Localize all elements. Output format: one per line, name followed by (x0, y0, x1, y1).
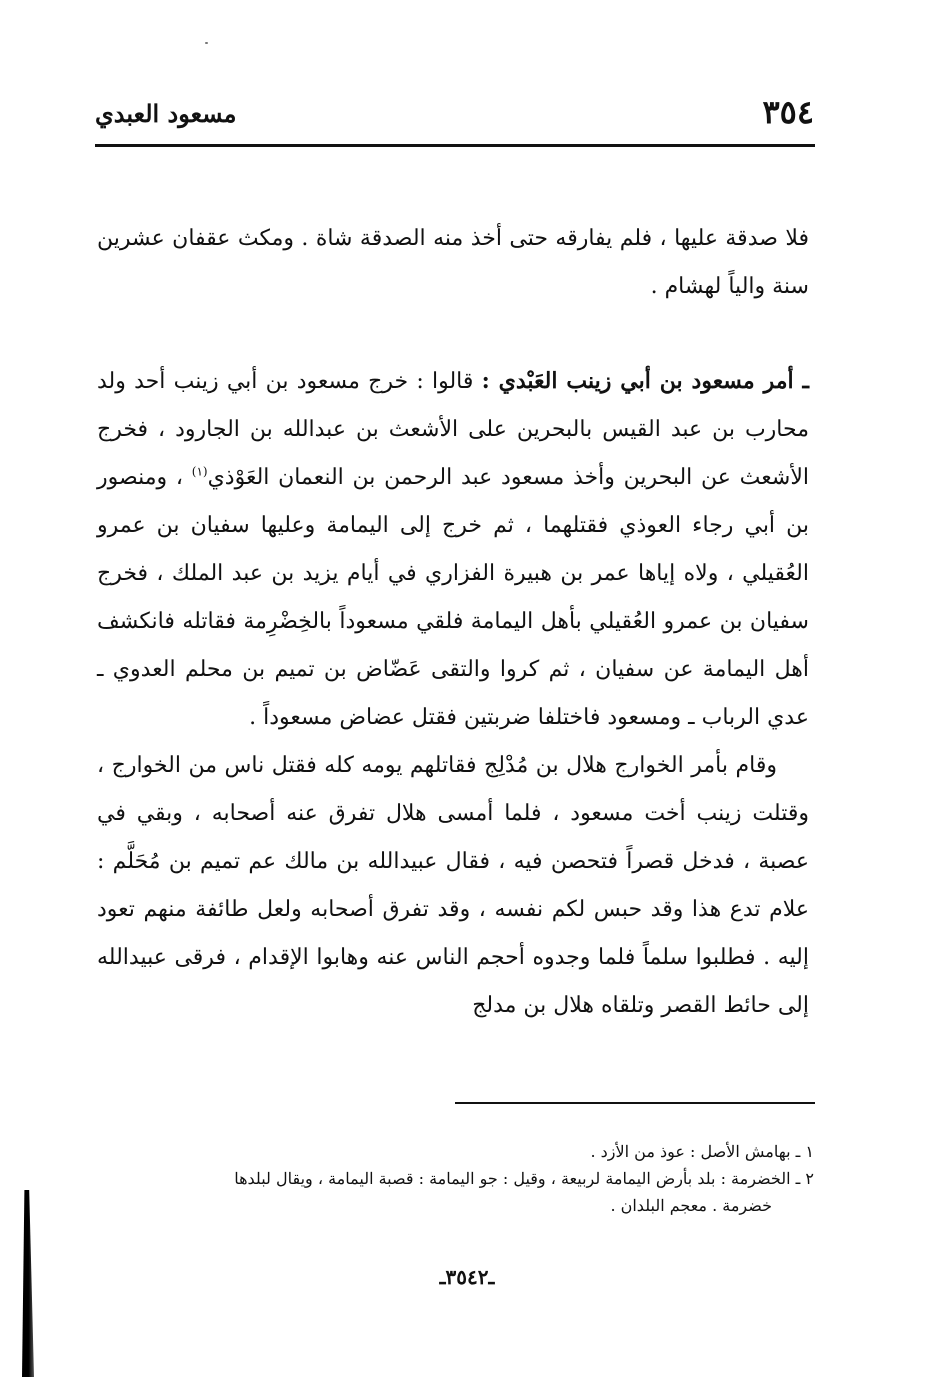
running-title: مسعود العبدي (95, 99, 237, 128)
footnote-rule (455, 1102, 815, 1104)
header-rule (95, 144, 815, 147)
footnote-reference: (١) (191, 464, 208, 479)
main-text (97, 215, 809, 1030)
section-heading: ـ أمر مسعود بن أبي زينب العَبْدي : (481, 368, 810, 394)
footnote-1: ١ ـ بهامش الأصل : عوذ من الأزد . (590, 1142, 814, 1161)
paragraph: فلا صدقة عليها ، فلم يفارقه حتى أخذ منه الصدقة شاة . ومكث عقفان عشرين سنة والياً لهشام . (97, 226, 809, 299)
footnotes (99, 1138, 814, 1219)
paragraph-text: قالوا : خرج مسعود بن أبي زينب أحد ولد محارب بن عبد القيس بالبحرين على الأشعث بن عبدالله بن الجارود ، فخرج الأشعث عن البحرين وأخذ مسعود عبد الرحمن بن النعمان العَوْذي (97, 369, 809, 490)
paragraph-with-heading (97, 357, 809, 742)
header-page-number: ٣٥٤ (762, 93, 814, 131)
footnote-2-continuation: خضرمة . معجم البلدان . (610, 1196, 772, 1215)
scan-speck (205, 42, 208, 44)
footer-page-number: ـ٣٥٤٢ـ (439, 1265, 495, 1289)
paragraph-text: ، ومنصور بن أبي رجاء العوذي فقتلهما ، ثم خرج إلى اليمامة وعليها سفيان بن عمرو العُقيلي ، ولاه إياها عمر بن هبيرة الفزاري في أيام يزيد بن عبد الملك ، فخرج سفيان بن عمرو العُقيلي بأهل اليمامة فلقي مسعوداً بالخِضْرِمة فقاتله فانكشف أهل اليمامة عن سفيان ، ثم كروا والتقى عَضّاض بن تميم بن محلم العدوي ـ عدي الرباب ـ ومسعود فاختلفا ضربتين فقتل عضاض مسعوداً . (97, 465, 809, 730)
page-header (95, 92, 814, 136)
footnote-2: ٢ ـ الخضرمة : بلد بأرض اليمامة لربيعة ، وقيل : جو اليمامة : قصبة اليمامة ، ويقال لبلدها (234, 1169, 814, 1188)
paragraph: وقام بأمر الخوارج هلال بن مُدْلِج فقاتلهم يومه كله فقتل ناس من الخوارج ، وقتلت زينب أخت مسعود ، فلما أمسى هلال تفرق عنه أصحابه ، وبقي في عصبة ، فدخل قصراً فتحصن فيه ، فقال عبيدالله بن مالك عم تميم بن مُحَلَّم : علام تدع هذا وقد حبس لكم نفسه ، وقد تفرق أصحابه ولعل طائفة منهم تعود إليه . فطلبوا سلماً فلما وجدوه أحجم الناس عنه وهابوا الإقدام ، فرقى عبيدالله إلى حائط القصر وتلقاه هلال بن مدلج (97, 753, 809, 1018)
paragraph-spacer (97, 311, 809, 357)
